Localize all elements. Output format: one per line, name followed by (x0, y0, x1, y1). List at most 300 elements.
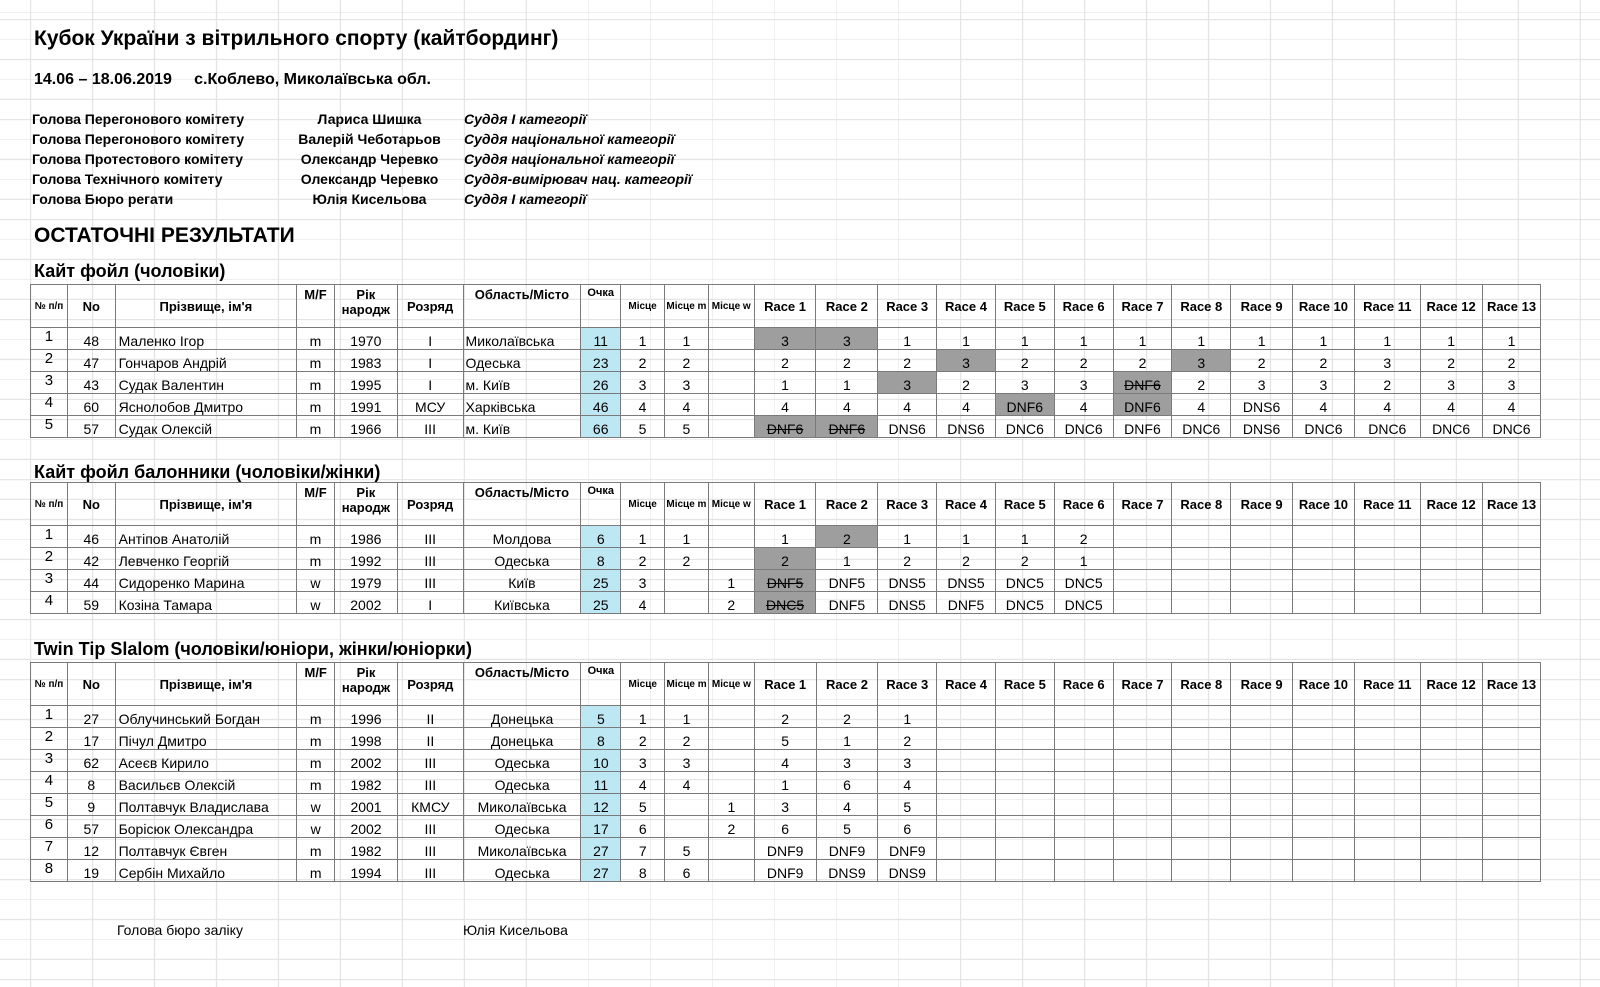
header-race-13: Race 13 (1482, 483, 1541, 526)
cell-name: Гончаров Андрій (115, 350, 296, 372)
cell-name: Яснолобов Дмитро (115, 394, 296, 416)
cell-race-5: 1 (995, 328, 1054, 350)
committee-category: Суддя І категорії (464, 191, 587, 207)
cell-race-12: 4 (1420, 394, 1482, 416)
cell-rank: ІІІ (397, 548, 463, 570)
header-race-2: Race 2 (816, 663, 878, 706)
cell-race-9 (1231, 526, 1293, 548)
footer-role: Голова бюро заліку (117, 922, 243, 938)
cell-mf: m (297, 706, 335, 728)
cell-name: Судак Олексій (115, 416, 296, 438)
cell-region: Харківська (463, 394, 581, 416)
cell-race-2: 5 (816, 816, 878, 838)
cell-race-1: 1 (754, 772, 816, 794)
cell-race-8 (1172, 838, 1231, 860)
cell-year: 1995 (334, 372, 397, 394)
cell-race-11: 4 (1354, 394, 1420, 416)
header-no: No (67, 285, 115, 328)
cell-place: 4 (621, 394, 665, 416)
cell-place-w (708, 706, 754, 728)
cell-region: Миколаївська (463, 794, 581, 816)
cell-race-6 (1054, 772, 1113, 794)
cell-mf: m (297, 416, 335, 438)
cell-race-3: 3 (878, 750, 937, 772)
cell-race-4: DNS5 (937, 570, 996, 592)
cell-mf: w (297, 794, 335, 816)
cell-race-5 (995, 816, 1054, 838)
cell-race-10: 4 (1293, 394, 1355, 416)
cell-year: 1986 (334, 526, 397, 548)
cell-race-1: DNF9 (754, 860, 816, 882)
cell-mf: m (297, 750, 335, 772)
header-rank: Розряд (397, 285, 463, 328)
cell-rank: ІІІ (397, 750, 463, 772)
cell-race-12 (1420, 706, 1482, 728)
cell-number: 3 (31, 750, 68, 772)
event-dates-location: 14.06 – 18.06.2019 с.Коблево, Миколаївська обл. (34, 71, 431, 88)
cell-place: 3 (621, 570, 665, 592)
header-name: Прізвище, ім'я (115, 663, 297, 706)
header-race-5: Race 5 (995, 483, 1054, 526)
header-race-1: Race 1 (754, 285, 816, 328)
cell-name: Сидоренко Марина (115, 570, 296, 592)
committee-role: Голова Технічного комітету (32, 171, 223, 187)
cell-race-3: 3 (878, 372, 937, 394)
cell-race-10 (1293, 750, 1355, 772)
cell-region: Одеська (463, 548, 581, 570)
table-row (31, 372, 1600, 394)
header-race-10: Race 10 (1293, 285, 1355, 328)
cell-place-w (708, 328, 754, 350)
cell-points: 12 (581, 794, 621, 816)
cell-race-6: 1 (1054, 328, 1113, 350)
header-place: Місце (621, 285, 665, 328)
header-race-4: Race 4 (937, 663, 996, 706)
cell-race-4 (937, 750, 996, 772)
cell-race-4 (937, 728, 996, 750)
final-results-heading: ОСТАТОЧНІ РЕЗУЛЬТАТИ (34, 224, 295, 247)
cell-race-7 (1113, 750, 1172, 772)
header-race-9: Race 9 (1231, 483, 1293, 526)
cell-race-2: DNF6 (816, 416, 878, 438)
cell-race-11 (1354, 838, 1420, 860)
cell-race-6: 3 (1054, 372, 1113, 394)
cell-rank: ІІІ (397, 860, 463, 882)
cell-race-11: 1 (1354, 328, 1420, 350)
table-row (31, 570, 1600, 592)
cell-race-11: 3 (1354, 350, 1420, 372)
cell-mf: m (297, 394, 335, 416)
cell-race-11 (1354, 816, 1420, 838)
cell-points: 8 (581, 548, 621, 570)
header-race-1: Race 1 (754, 663, 816, 706)
cell-name: Васильєв Олексій (115, 772, 297, 794)
cell-race-1: 1 (754, 526, 816, 548)
cell-sail-no: 47 (67, 350, 115, 372)
results-table-twin-tip-slalom (30, 662, 1600, 882)
cell-race-10 (1293, 816, 1355, 838)
table-row (31, 548, 1600, 570)
cell-place-m: 5 (664, 416, 708, 438)
cell-rank: ІІІ (397, 772, 463, 794)
cell-name: Полтавчук Євген (115, 838, 297, 860)
cell-rank: І (397, 372, 463, 394)
header-mf: M/F (297, 285, 335, 328)
cell-race-12: DNC6 (1420, 416, 1482, 438)
cell-race-12: 1 (1420, 328, 1482, 350)
cell-race-4 (937, 706, 996, 728)
cell-place-w (708, 772, 754, 794)
cell-region: Донецька (463, 728, 581, 750)
cell-race-2: 3 (816, 750, 878, 772)
header-race-5: Race 5 (995, 285, 1054, 328)
cell-points: 11 (581, 328, 621, 350)
cell-name: Полтавчук Владислава (115, 794, 297, 816)
cell-race-10 (1293, 548, 1355, 570)
cell-race-12 (1420, 860, 1482, 882)
cell-race-5 (995, 772, 1054, 794)
cell-race-1: 5 (754, 728, 816, 750)
cell-race-1: DNF9 (754, 838, 816, 860)
cell-race-2: 6 (816, 772, 878, 794)
cell-rank: ІІІ (397, 570, 463, 592)
cell-name: Антіпов Анатолій (115, 526, 296, 548)
table-row (31, 772, 1600, 794)
cell-race-5 (995, 706, 1054, 728)
cell-number: 1 (31, 706, 68, 728)
cell-region: Київ (463, 570, 581, 592)
header-place: Місце (621, 663, 665, 706)
cell-place: 2 (621, 350, 665, 372)
cell-region: Одеська (463, 750, 581, 772)
cell-points: 25 (581, 592, 621, 614)
cell-race-9 (1231, 548, 1293, 570)
cell-race-4: 1 (937, 328, 996, 350)
cell-place-m: 4 (664, 394, 708, 416)
cell-place: 2 (621, 548, 665, 570)
header-race-4: Race 4 (937, 285, 996, 328)
cell-points: 46 (581, 394, 621, 416)
cell-race-13 (1482, 838, 1541, 860)
cell-race-10: 2 (1293, 350, 1355, 372)
cell-race-9: 2 (1231, 350, 1293, 372)
table-row (31, 750, 1600, 772)
cell-race-11 (1354, 526, 1420, 548)
cell-race-12 (1420, 592, 1482, 614)
header-year: Рік народж (334, 483, 397, 526)
cell-place-m (665, 592, 709, 614)
cell-race-4: 4 (937, 394, 996, 416)
cell-race-13 (1482, 750, 1541, 772)
cell-points: 27 (581, 860, 621, 882)
cell-place-w (708, 526, 754, 548)
cell-race-11 (1354, 794, 1420, 816)
cell-race-1: 3 (754, 328, 816, 350)
cell-place-w (708, 394, 754, 416)
cell-place-m (665, 794, 709, 816)
results-table-kite-foil-balloon (30, 482, 1600, 614)
cell-race-8: 1 (1172, 328, 1231, 350)
cell-race-6: DNC5 (1054, 592, 1113, 614)
cell-place-w (708, 350, 754, 372)
cell-region: Миколаївська (463, 838, 581, 860)
cell-place: 2 (621, 728, 665, 750)
cell-race-6 (1054, 794, 1113, 816)
cell-race-4 (937, 838, 996, 860)
cell-race-10 (1293, 592, 1355, 614)
cell-race-11 (1354, 706, 1420, 728)
header-number: № п/п (31, 663, 68, 706)
cell-sail-no: 60 (67, 394, 115, 416)
committee-name: Лариса Шишка (317, 111, 422, 127)
cell-rank: ІІІ (397, 816, 463, 838)
header-rank: Розряд (397, 663, 463, 706)
cell-race-6 (1054, 706, 1113, 728)
header-race-3: Race 3 (878, 483, 937, 526)
cell-name: Сербін Михайло (115, 860, 297, 882)
header-race-8: Race 8 (1172, 483, 1231, 526)
cell-sail-no: 19 (67, 860, 115, 882)
cell-place-m: 2 (664, 350, 708, 372)
cell-race-13 (1482, 728, 1541, 750)
cell-race-3: 1 (878, 706, 937, 728)
cell-race-6 (1054, 750, 1113, 772)
header-race-13: Race 13 (1482, 663, 1541, 706)
header-race-7: Race 7 (1113, 285, 1172, 328)
cell-rank: І (397, 350, 463, 372)
header-rank: Розряд (397, 483, 463, 526)
cell-race-9 (1231, 592, 1293, 614)
cell-number: 4 (31, 394, 68, 416)
results-table-kite-foil-men (30, 284, 1600, 438)
cell-region: Донецька (463, 706, 581, 728)
cell-sail-no: 43 (67, 372, 115, 394)
cell-race-12 (1420, 794, 1482, 816)
cell-race-9 (1231, 750, 1293, 772)
cell-points: 6 (581, 526, 621, 548)
cell-sail-no: 9 (67, 794, 115, 816)
cell-place: 6 (621, 816, 665, 838)
cell-race-2: 1 (816, 548, 878, 570)
header-race-6: Race 6 (1054, 483, 1113, 526)
cell-place-m: 4 (665, 772, 709, 794)
cell-race-10: 1 (1293, 328, 1355, 350)
cell-race-1: 1 (754, 372, 816, 394)
committee-role: Голова Бюро регати (32, 191, 174, 207)
cell-race-8 (1172, 548, 1231, 570)
cell-place-m (665, 816, 709, 838)
cell-race-2: DNF9 (816, 838, 878, 860)
cell-race-3: 1 (878, 328, 937, 350)
table-row (31, 592, 1600, 614)
header-name: Прізвище, ім'я (115, 483, 296, 526)
cell-sail-no: 27 (67, 706, 115, 728)
table-row (31, 838, 1600, 860)
cell-race-7 (1113, 526, 1172, 548)
cell-race-13 (1482, 816, 1541, 838)
header-race-11: Race 11 (1354, 483, 1420, 526)
cell-race-2: 1 (816, 728, 878, 750)
cell-race-13 (1482, 548, 1541, 570)
cell-race-9: 1 (1231, 328, 1293, 350)
cell-race-7 (1113, 816, 1172, 838)
header-region: Область/Місто (463, 285, 581, 328)
cell-race-5 (995, 750, 1054, 772)
committee-role: Голова Протестового комітету (32, 151, 244, 167)
cell-race-13: DNC6 (1482, 416, 1541, 438)
cell-race-3: DNS9 (878, 860, 937, 882)
cell-race-6: 4 (1054, 394, 1113, 416)
cell-year: 1970 (334, 328, 397, 350)
cell-rank: І (397, 592, 463, 614)
cell-mf: w (297, 570, 335, 592)
header-race-6: Race 6 (1054, 663, 1113, 706)
header-mf: M/F (297, 663, 335, 706)
cell-place-m: 1 (665, 526, 709, 548)
cell-race-6 (1054, 838, 1113, 860)
cell-race-7: DNF6 (1113, 416, 1172, 438)
cell-race-5: DNC5 (995, 592, 1054, 614)
cell-place: 3 (621, 750, 665, 772)
cell-points: 25 (581, 570, 621, 592)
header-year: Рік народж (334, 285, 397, 328)
cell-points: 17 (581, 816, 621, 838)
cell-race-13: 4 (1482, 394, 1541, 416)
cell-race-5 (995, 838, 1054, 860)
cell-race-10 (1293, 772, 1355, 794)
cell-number: 2 (31, 548, 68, 570)
header-points: Очка (581, 483, 621, 526)
cell-race-12 (1420, 838, 1482, 860)
cell-race-8: 4 (1172, 394, 1231, 416)
cell-mf: m (297, 372, 335, 394)
cell-year: 2001 (335, 794, 398, 816)
cell-race-5: DNC6 (995, 416, 1054, 438)
cell-race-3: 2 (878, 548, 937, 570)
cell-race-3: 2 (878, 728, 937, 750)
cell-race-8 (1172, 526, 1231, 548)
cell-name: Асеєв Кирило (115, 750, 297, 772)
cell-number: 5 (31, 794, 68, 816)
header-race-8: Race 8 (1172, 663, 1231, 706)
cell-place: 4 (621, 592, 665, 614)
cell-race-3: 4 (878, 394, 937, 416)
cell-place-w: 1 (708, 570, 754, 592)
cell-race-12: 3 (1420, 372, 1482, 394)
cell-rank: ІІІ (397, 416, 463, 438)
table-row (31, 728, 1600, 750)
cell-rank: КМСУ (397, 794, 463, 816)
header-race-3: Race 3 (878, 285, 937, 328)
cell-race-4: 2 (937, 548, 996, 570)
cell-race-3: DNS6 (878, 416, 937, 438)
cell-race-5: 3 (995, 372, 1054, 394)
cell-race-13 (1482, 592, 1541, 614)
cell-region: Одеська (463, 860, 581, 882)
cell-points: 10 (581, 750, 621, 772)
header-race-6: Race 6 (1054, 285, 1113, 328)
cell-race-1: DNF6 (754, 416, 816, 438)
header-race-4: Race 4 (937, 483, 996, 526)
table-row (31, 794, 1600, 816)
cell-year: 1966 (334, 416, 397, 438)
document-title: Кубок України з вітрильного спорту (кайтбординг) (34, 27, 559, 50)
table-row (31, 416, 1600, 438)
cell-race-10: DNC6 (1293, 416, 1355, 438)
cell-place: 1 (621, 706, 665, 728)
cell-number: 2 (31, 728, 68, 750)
cell-race-11 (1354, 728, 1420, 750)
cell-race-12 (1420, 548, 1482, 570)
cell-mf: m (297, 728, 335, 750)
table-row (31, 860, 1600, 882)
cell-sail-no: 17 (67, 728, 115, 750)
cell-race-13 (1482, 570, 1541, 592)
table-row (31, 350, 1600, 372)
cell-race-9: DNS6 (1231, 394, 1293, 416)
cell-race-11 (1354, 592, 1420, 614)
cell-race-8 (1172, 728, 1231, 750)
cell-race-7 (1113, 548, 1172, 570)
header-race-13: Race 13 (1482, 285, 1541, 328)
cell-points: 26 (581, 372, 621, 394)
cell-race-6: 2 (1054, 526, 1113, 548)
cell-race-8 (1172, 772, 1231, 794)
cell-race-2: 4 (816, 394, 878, 416)
cell-race-8: 2 (1172, 372, 1231, 394)
cell-race-7 (1113, 860, 1172, 882)
header-place-m: Місце m (665, 483, 709, 526)
cell-race-13 (1482, 772, 1541, 794)
cell-race-10 (1293, 860, 1355, 882)
cell-region: Київська (463, 592, 581, 614)
cell-race-13 (1482, 794, 1541, 816)
table-row (31, 706, 1600, 728)
cell-race-1: 2 (754, 548, 816, 570)
cell-place: 8 (621, 860, 665, 882)
cell-race-11: 2 (1354, 372, 1420, 394)
committee-role: Голова Перегонового комітету (32, 111, 245, 127)
cell-race-10 (1293, 706, 1355, 728)
header-place-w: Місце w (708, 663, 754, 706)
cell-race-7: 2 (1113, 350, 1172, 372)
cell-region: м. Київ (463, 372, 581, 394)
cell-sail-no: 48 (67, 328, 115, 350)
cell-race-7: DNF6 (1113, 394, 1172, 416)
cell-race-6: 2 (1054, 350, 1113, 372)
header-race-11: Race 11 (1354, 663, 1420, 706)
cell-race-5: DNF6 (995, 394, 1054, 416)
cell-race-1: 6 (754, 816, 816, 838)
cell-race-4: 2 (937, 372, 996, 394)
cell-place-w: 2 (708, 816, 754, 838)
cell-points: 23 (581, 350, 621, 372)
cell-place-w (708, 750, 754, 772)
cell-year: 1982 (335, 838, 398, 860)
cell-number: 3 (31, 372, 68, 394)
cell-race-7 (1113, 794, 1172, 816)
cell-race-3: DNS5 (878, 570, 937, 592)
cell-sail-no: 8 (67, 772, 115, 794)
cell-race-2: DNF5 (816, 570, 878, 592)
cell-region: Молдова (463, 526, 581, 548)
cell-name: Судак Валентин (115, 372, 296, 394)
cell-race-12 (1420, 816, 1482, 838)
cell-place: 3 (621, 372, 665, 394)
header-number: № п/п (31, 285, 68, 328)
cell-sail-no: 12 (67, 838, 115, 860)
header-mf: M/F (297, 483, 335, 526)
